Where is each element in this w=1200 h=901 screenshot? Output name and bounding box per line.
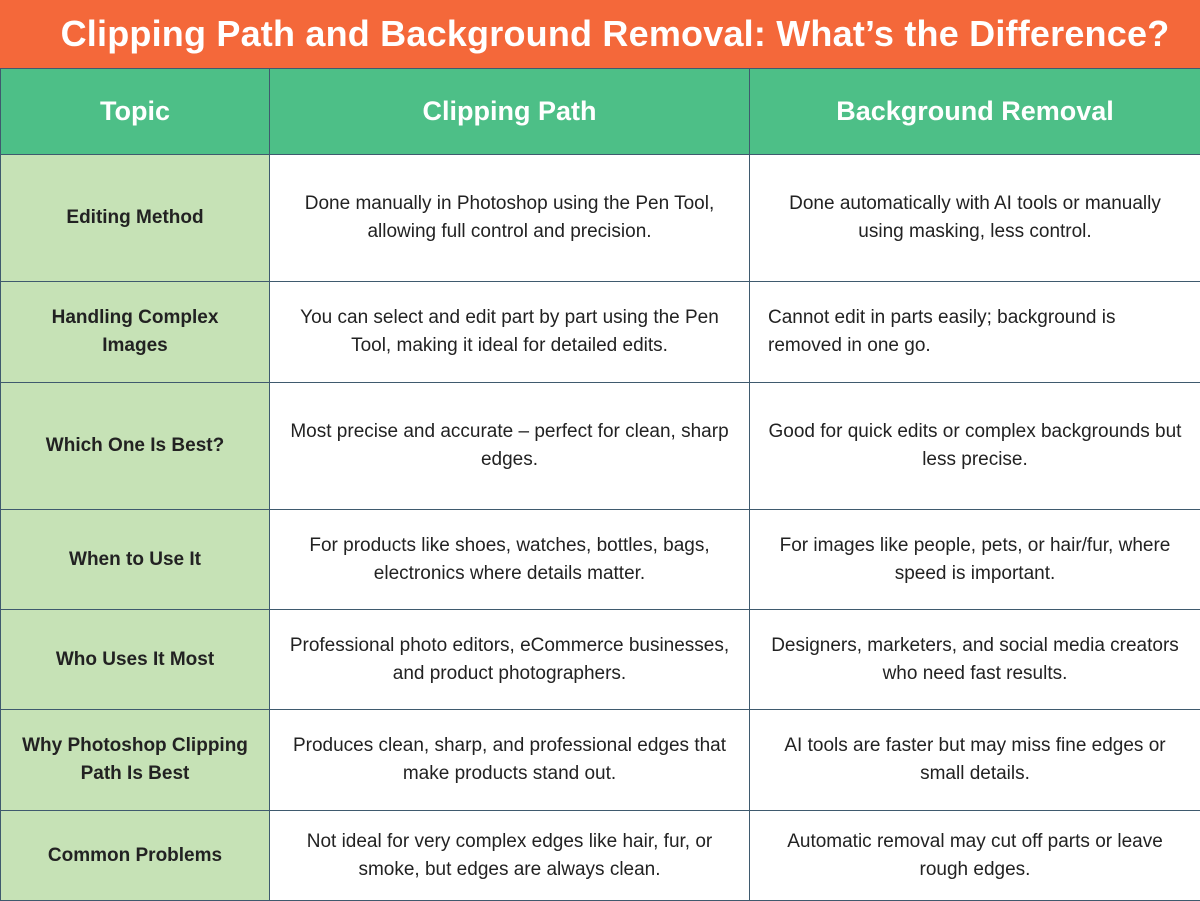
row-topic: When to Use It: [1, 510, 270, 610]
background-removal-cell: Designers, marketers, and social media creators who need fast results.: [750, 610, 1200, 710]
table-row: [1, 811, 1200, 901]
header-row: [1, 69, 1200, 155]
clipping-path-cell: Not ideal for very complex edges like hair, fur, or smoke, but edges are always clean.: [270, 811, 750, 901]
background-removal-cell: For images like people, pets, or hair/fur, where speed is important.: [750, 510, 1200, 610]
clipping-path-cell: For products like shoes, watches, bottles, bags, electronics where details matter.: [270, 510, 750, 610]
table-row: [1, 510, 1200, 610]
clipping-path-cell: Done manually in Photoshop using the Pen Tool, allowing full control and precision.: [270, 155, 750, 282]
comparison-table: [0, 68, 1200, 901]
table-row: [1, 383, 1200, 510]
page-title: Clipping Path and Background Removal: What’s the Difference?: [61, 13, 1170, 55]
table-row: [1, 710, 1200, 811]
header-topic: Topic: [1, 69, 270, 155]
row-topic: Editing Method: [1, 155, 270, 282]
clipping-path-cell: Most precise and accurate – perfect for clean, sharp edges.: [270, 383, 750, 510]
row-topic: Why Photoshop Clipping Path Is Best: [1, 710, 270, 811]
clipping-path-cell: Professional photo editors, eCommerce businesses, and product photographers.: [270, 610, 750, 710]
table-row: [1, 610, 1200, 710]
background-removal-cell: Cannot edit in parts easily; background is removed in one go.: [750, 282, 1200, 383]
background-removal-cell: Good for quick edits or complex backgrounds but less precise.: [750, 383, 1200, 510]
row-topic: Handling Complex Images: [1, 282, 270, 383]
header-clipping-path: Clipping Path: [270, 69, 750, 155]
background-removal-cell: AI tools are faster but may miss fine edges or small details.: [750, 710, 1200, 811]
row-topic: Who Uses It Most: [1, 610, 270, 710]
clipping-path-cell: Produces clean, sharp, and professional edges that make products stand out.: [270, 710, 750, 811]
row-topic: Which One Is Best?: [1, 383, 270, 510]
header-background-removal: Background Removal: [750, 69, 1200, 155]
background-removal-cell: Done automatically with AI tools or manually using masking, less control.: [750, 155, 1200, 282]
row-topic: Common Problems: [1, 811, 270, 901]
background-removal-cell: Automatic removal may cut off parts or leave rough edges.: [750, 811, 1200, 901]
title-banner: [0, 0, 1200, 68]
clipping-path-cell: You can select and edit part by part using the Pen Tool, making it ideal for detailed edits.: [270, 282, 750, 383]
table-row: [1, 282, 1200, 383]
table-row: [1, 155, 1200, 282]
